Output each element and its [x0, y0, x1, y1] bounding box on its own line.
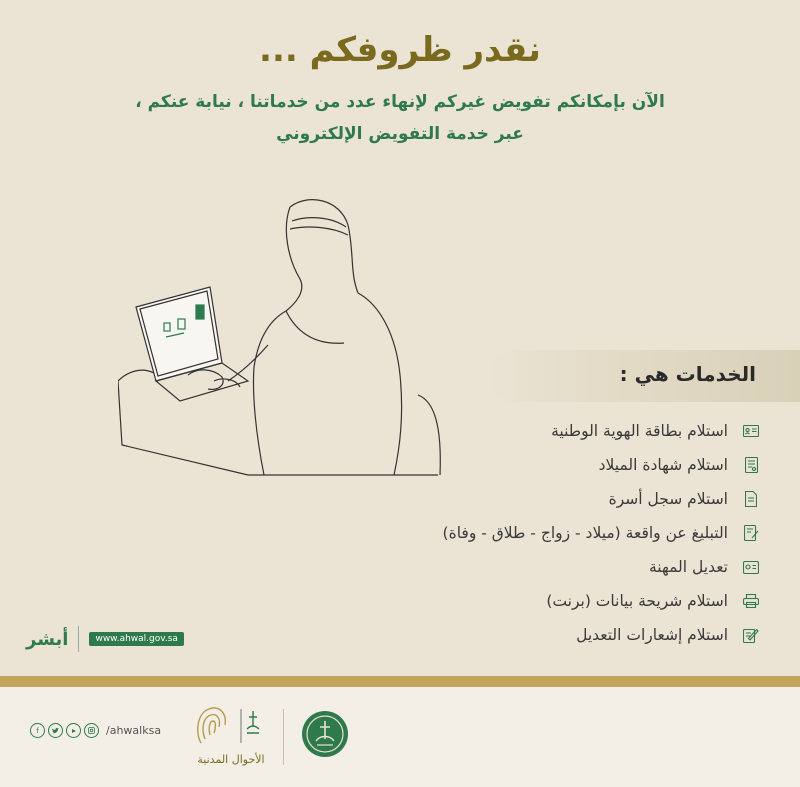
divider: [78, 626, 79, 652]
list-item: [330, 618, 760, 652]
youtube-icon[interactable]: [66, 723, 81, 738]
civil-affairs-logo: [186, 703, 276, 766]
list-item: [330, 550, 760, 584]
service-label: استلام شهادة الميلاد: [598, 456, 728, 474]
social-handle[interactable]: /ahwalksa: [106, 724, 162, 737]
printer-icon: [742, 592, 760, 610]
footer-divider: [283, 709, 284, 765]
service-label: استلام بطاقة الهوية الوطنية: [551, 422, 728, 440]
services-heading-banner: [488, 350, 800, 402]
subtitle-line-1: الآن بإمكانكم تفويض غيركم لإنهاء عدد من خدماتنا ، نيابة عنكم ،: [135, 92, 665, 112]
certificate-icon: [742, 456, 760, 474]
list-item: [330, 482, 760, 516]
service-label: استلام سجل أسرة: [608, 490, 728, 508]
profession-card-icon: [742, 558, 760, 576]
list-item: [330, 414, 760, 448]
edit-notice-icon: [742, 626, 760, 644]
website-link[interactable]: www.ahwal.gov.sa: [89, 632, 184, 646]
service-label: استلام إشعارات التعديل: [576, 626, 728, 644]
subtitle: [0, 86, 800, 150]
absher-branding: [26, 626, 184, 652]
report-icon: [742, 524, 760, 542]
agency-name: الأحوال المدنية: [197, 753, 265, 766]
gold-divider-bar: [0, 676, 800, 687]
facebook-icon[interactable]: f: [30, 723, 45, 738]
social-links: [30, 723, 161, 738]
instagram-icon[interactable]: [84, 723, 99, 738]
services-heading: الخدمات هي :: [619, 362, 756, 386]
fingerprint-emblem-icon: [189, 703, 273, 747]
document-icon: [742, 490, 760, 508]
subtitle-line-2: عبر خدمة التفويض الإلكتروني: [276, 124, 524, 144]
services-list: [330, 414, 760, 652]
absher-logo: أبشر: [26, 628, 69, 650]
id-card-icon: [742, 422, 760, 440]
footer: [0, 687, 800, 787]
list-item: [330, 448, 760, 482]
service-label: استلام شريحة بيانات (برنت): [546, 592, 728, 610]
twitter-icon[interactable]: [48, 723, 63, 738]
page-title: نقدر ظروفكم ...: [259, 30, 541, 70]
ministry-emblem-icon: [300, 709, 350, 759]
service-label: التبليغ عن واقعة (ميلاد - زواج - طلاق - وفاة): [442, 524, 728, 542]
list-item: [330, 516, 760, 550]
list-item: [330, 584, 760, 618]
service-label: تعديل المهنة: [648, 558, 728, 576]
